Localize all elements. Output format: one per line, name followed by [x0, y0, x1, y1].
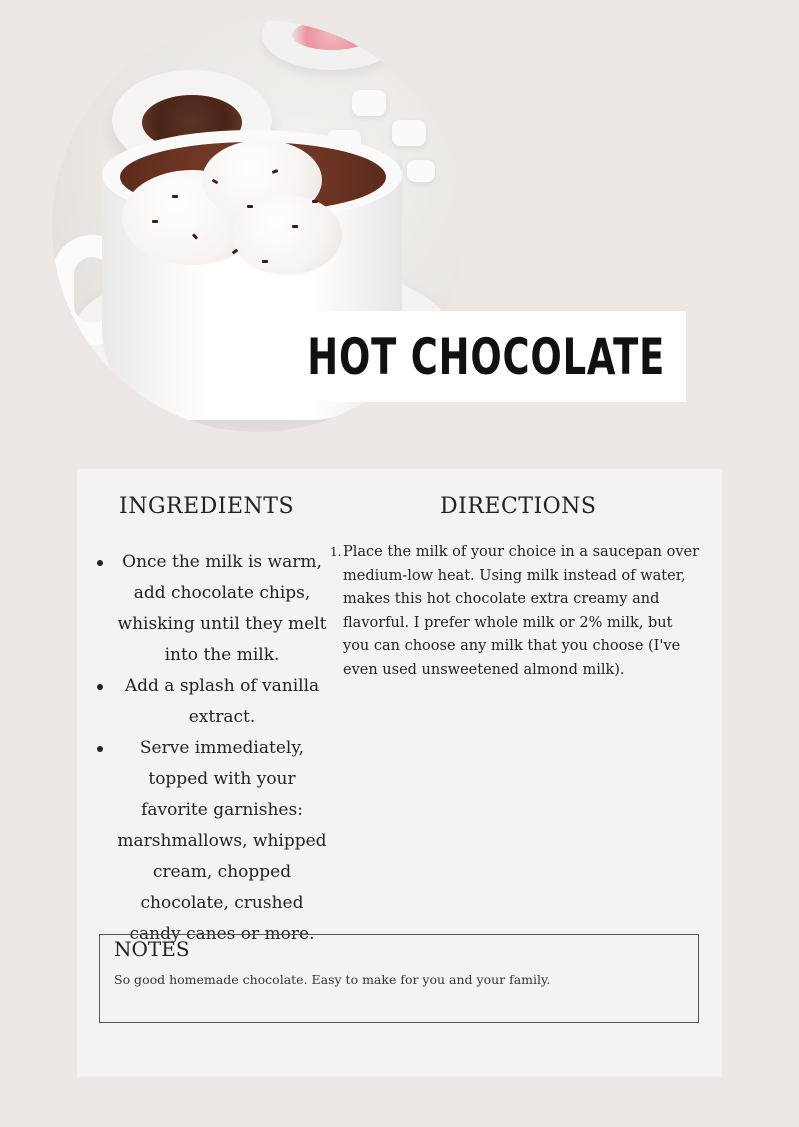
directions-list — [330, 541, 700, 682]
marshmallow — [407, 160, 435, 182]
candy-bowl — [262, 20, 402, 70]
notes-heading: NOTES — [114, 937, 190, 961]
chocolate-shaving — [172, 195, 178, 198]
ingredient-item: Serve immediately, topped with your favorite garnishes: marshmallows, whipped cream, chopped chocolate, crushed candy canes or more. — [97, 733, 327, 950]
chocolate-shaving — [152, 220, 158, 223]
chocolate-shaving — [312, 200, 318, 203]
chocolate-shaving — [292, 225, 298, 228]
ingredient-item: Once the milk is warm, add chocolate chips, whisking until they melt into the milk. — [97, 547, 327, 671]
notes-text: So good homemade chocolate. Easy to make for you and your family. — [114, 972, 551, 987]
title-banner — [287, 311, 686, 402]
ingredient-item: Add a splash of vanilla extract. — [97, 671, 327, 733]
chocolate-shaving — [262, 260, 268, 263]
recipe-card — [77, 469, 722, 1077]
page-title: HOT CHOCOLATE — [307, 327, 666, 386]
directions-heading: DIRECTIONS — [440, 494, 597, 519]
direction-number: 1. — [330, 545, 342, 559]
marshmallow — [352, 90, 386, 116]
ingredients-heading: INGREDIENTS — [119, 494, 295, 519]
direction-text: Place the milk of your choice in a saucepan over medium-low heat. Using milk instead of water, makes this hot chocolate extra creamy and flavorful. I prefer whole milk or 2% milk, but you can choose any milk that you choose (I've even used unsweetened almond milk). — [343, 544, 700, 678]
notes-box — [99, 934, 699, 1023]
chocolate-shaving — [247, 205, 253, 208]
direction-item — [330, 541, 700, 682]
ingredients-list — [97, 547, 327, 950]
marshmallow — [392, 120, 426, 146]
